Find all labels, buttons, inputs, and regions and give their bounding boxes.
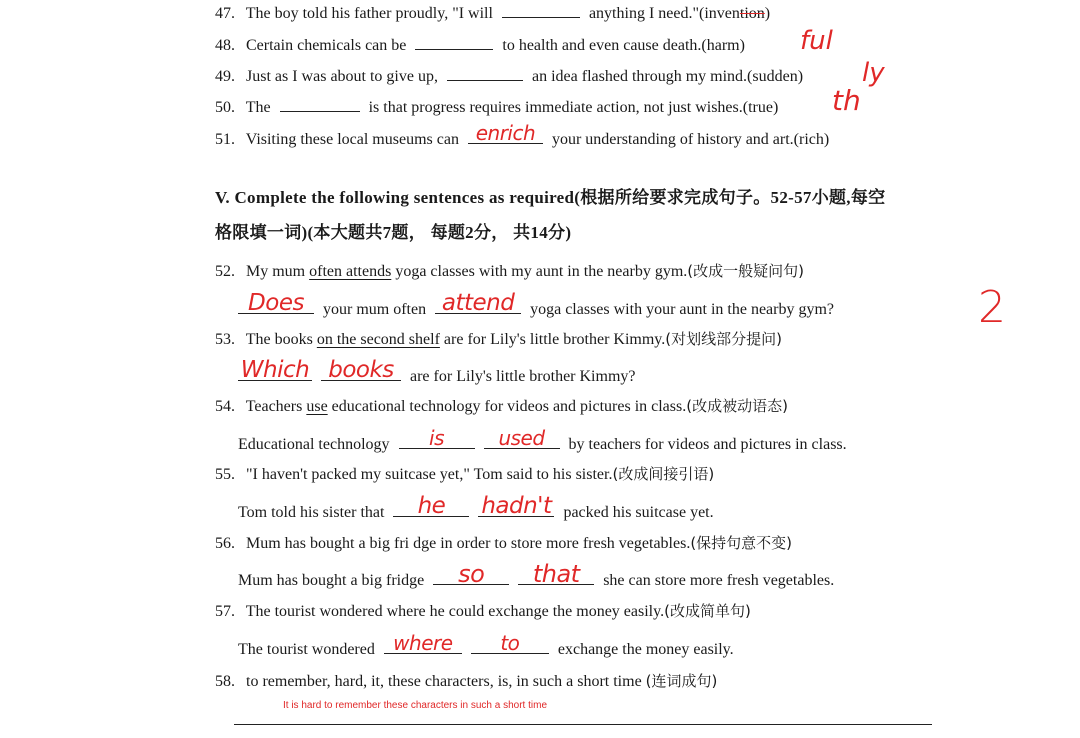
instruction: (改成简单句) <box>664 602 751 620</box>
handwritten-answer: is <box>429 426 444 450</box>
question-text: My mum <box>246 263 306 280</box>
answer-blank[interactable] <box>468 121 543 145</box>
question-text-after: anything I need."( <box>588 5 705 22</box>
answer-blank-2[interactable] <box>484 426 560 450</box>
handwritten-answer: that <box>532 560 580 588</box>
handwritten-answer: books <box>328 357 394 383</box>
handwritten-answer: Which <box>240 357 310 383</box>
handwritten-answer: used <box>498 426 545 450</box>
question-text: Teachers <box>245 398 303 415</box>
answer-line-lead: The tourist wondered <box>238 641 375 658</box>
handwritten-answer: he <box>417 493 446 519</box>
hint-close: ) <box>764 5 771 22</box>
question-text: The <box>245 99 271 116</box>
answer-line-55 <box>238 493 714 523</box>
question-text: Just as I was about to give up, <box>246 68 438 85</box>
question-number: 53. <box>215 331 235 348</box>
question-number: 55. <box>215 466 235 483</box>
answer-line-tail: she can store more fresh vegetables. <box>603 572 835 589</box>
answer-line-tail: are for Lily's little brother Kimmy? <box>410 368 636 385</box>
instruction: (对划线部分提问) <box>665 330 782 348</box>
answer-line-tail: packed his suitcase yet. <box>563 504 714 521</box>
handwritten-answer: hadn't <box>481 493 552 519</box>
answer-blank-1[interactable] <box>238 357 312 383</box>
handwritten-answer: to <box>500 631 520 655</box>
answer-line-lead: Educational technology <box>238 436 390 453</box>
answer-line-56 <box>238 560 835 591</box>
answer-line-lead: Tom told his sister that <box>238 504 385 521</box>
instruction: (改成一般疑问句) <box>687 262 804 280</box>
answer-blank-1[interactable] <box>399 426 475 450</box>
instruction: (连词成句) <box>645 672 718 690</box>
question-text-after: to health and even cause death.(harm) <box>502 37 745 54</box>
question-number: 51. <box>215 131 235 148</box>
question-text: Visiting these local museums can <box>245 131 459 148</box>
answer-line-tail: exchange the money easily. <box>557 641 734 658</box>
question-number: 57. <box>215 603 235 620</box>
question-55 <box>215 464 714 485</box>
question-number: 49. <box>215 68 235 85</box>
answer-blank[interactable] <box>447 64 523 81</box>
question-56 <box>215 533 792 554</box>
answer-blank-1[interactable] <box>384 631 462 655</box>
instruction: (保持句意不变) <box>690 534 793 552</box>
answer-blank-1[interactable] <box>433 560 509 588</box>
handwritten-answer: attend <box>441 290 515 316</box>
section-heading-line1: V. Complete the following sentences as required(根据所给要求完成句子。52-57小题,每空 <box>215 188 886 207</box>
answer-blank-1[interactable] <box>238 290 314 316</box>
question-text-after: an idea flashed through my mind.(sudden) <box>531 68 804 85</box>
handwritten-suffix-49: ly <box>862 58 885 88</box>
question-text-after: yoga classes with my aunt in the nearby gym. <box>395 263 688 280</box>
typed-answer-58: It is hard to remember these characters in such a short time <box>283 700 547 711</box>
question-57 <box>215 601 751 622</box>
question-number: 56. <box>215 535 235 552</box>
question-text: "I haven't packed my suitcase yet," Tom said to his sister. <box>246 466 613 483</box>
question-54 <box>215 396 788 417</box>
question-number: 54. <box>215 398 235 415</box>
answer-blank-2[interactable] <box>435 290 521 316</box>
handwritten-suffix-50: th <box>832 84 861 117</box>
answer-blank[interactable] <box>280 95 360 112</box>
answer-blank-2[interactable] <box>321 357 401 383</box>
answer-line-53 <box>238 357 636 387</box>
question-48 <box>215 33 745 56</box>
underlined-part: often attends <box>309 263 392 280</box>
instruction: (改成间接引语) <box>612 465 715 483</box>
question-text: Mum has bought a big fri dge in order to store more fresh vegetables. <box>246 535 691 552</box>
handwritten-suffix-48: ful <box>800 26 833 56</box>
question-text: The tourist wondered where he could exchange the money easily. <box>245 603 665 620</box>
question-number: 52. <box>215 263 235 280</box>
question-number: 58. <box>215 673 235 690</box>
handwritten-answer: so <box>458 560 485 588</box>
hint-root: inven <box>704 5 740 22</box>
answer-line-tail: yoga classes with your aunt in the nearby gym? <box>530 301 835 318</box>
answer-line-52 <box>238 290 835 320</box>
question-number: 50. <box>215 99 235 116</box>
question-49 <box>215 64 803 87</box>
answer-blank[interactable] <box>502 1 580 18</box>
answer-blank-2[interactable] <box>471 631 549 655</box>
question-text: The books <box>245 331 313 348</box>
answer-line-57 <box>238 631 734 660</box>
handwritten-answer: where <box>393 631 453 655</box>
question-52 <box>215 261 804 282</box>
question-number: 47. <box>215 5 235 22</box>
answer-blank-1[interactable] <box>393 493 469 519</box>
instruction: (改成被动语态) <box>686 397 788 415</box>
question-50 <box>215 95 778 118</box>
question-text: The boy told his father proudly, "I will <box>245 5 493 22</box>
question-text-after: are for Lily's little brother Kimmy. <box>443 331 666 348</box>
section-heading-line2: 格限填一词)(本大题共7题， 每题2分， 共14分) <box>215 223 572 242</box>
question-58 <box>215 671 717 692</box>
question-text: to remember, hard, it, these characters, is, in such a short time <box>246 673 642 690</box>
question-51 <box>215 121 830 150</box>
answer-line-lead: Mum has bought a big fridge <box>238 572 425 589</box>
answer-line-tail: by teachers for videos and pictures in class. <box>568 436 847 453</box>
answer-blank-2[interactable] <box>478 493 554 519</box>
answer-blank[interactable] <box>415 33 493 50</box>
answer-line-text: your mum often <box>323 301 427 318</box>
handwritten-answer: enrich <box>475 121 536 145</box>
question-number: 48. <box>215 37 235 54</box>
question-53 <box>215 329 782 350</box>
question-47 <box>215 1 770 24</box>
answer-rule-58[interactable] <box>234 724 932 725</box>
question-text-after: your understanding of history and art.(rich) <box>551 131 830 148</box>
answer-blank-2[interactable] <box>518 560 594 588</box>
question-text: Certain chemicals can be <box>246 37 407 54</box>
underlined-part: use <box>306 398 328 415</box>
underlined-part: on the second shelf <box>316 331 440 348</box>
handwritten-answer: Does <box>248 290 304 316</box>
hint-struck: tion <box>739 5 765 22</box>
question-text-after: is that progress requires immediate action, not just wishes.(true) <box>368 99 779 116</box>
answer-line-54 <box>238 426 847 455</box>
score-mark: 2 <box>978 282 1006 333</box>
question-text-after: educational technology for videos and pictures in class. <box>331 398 687 415</box>
